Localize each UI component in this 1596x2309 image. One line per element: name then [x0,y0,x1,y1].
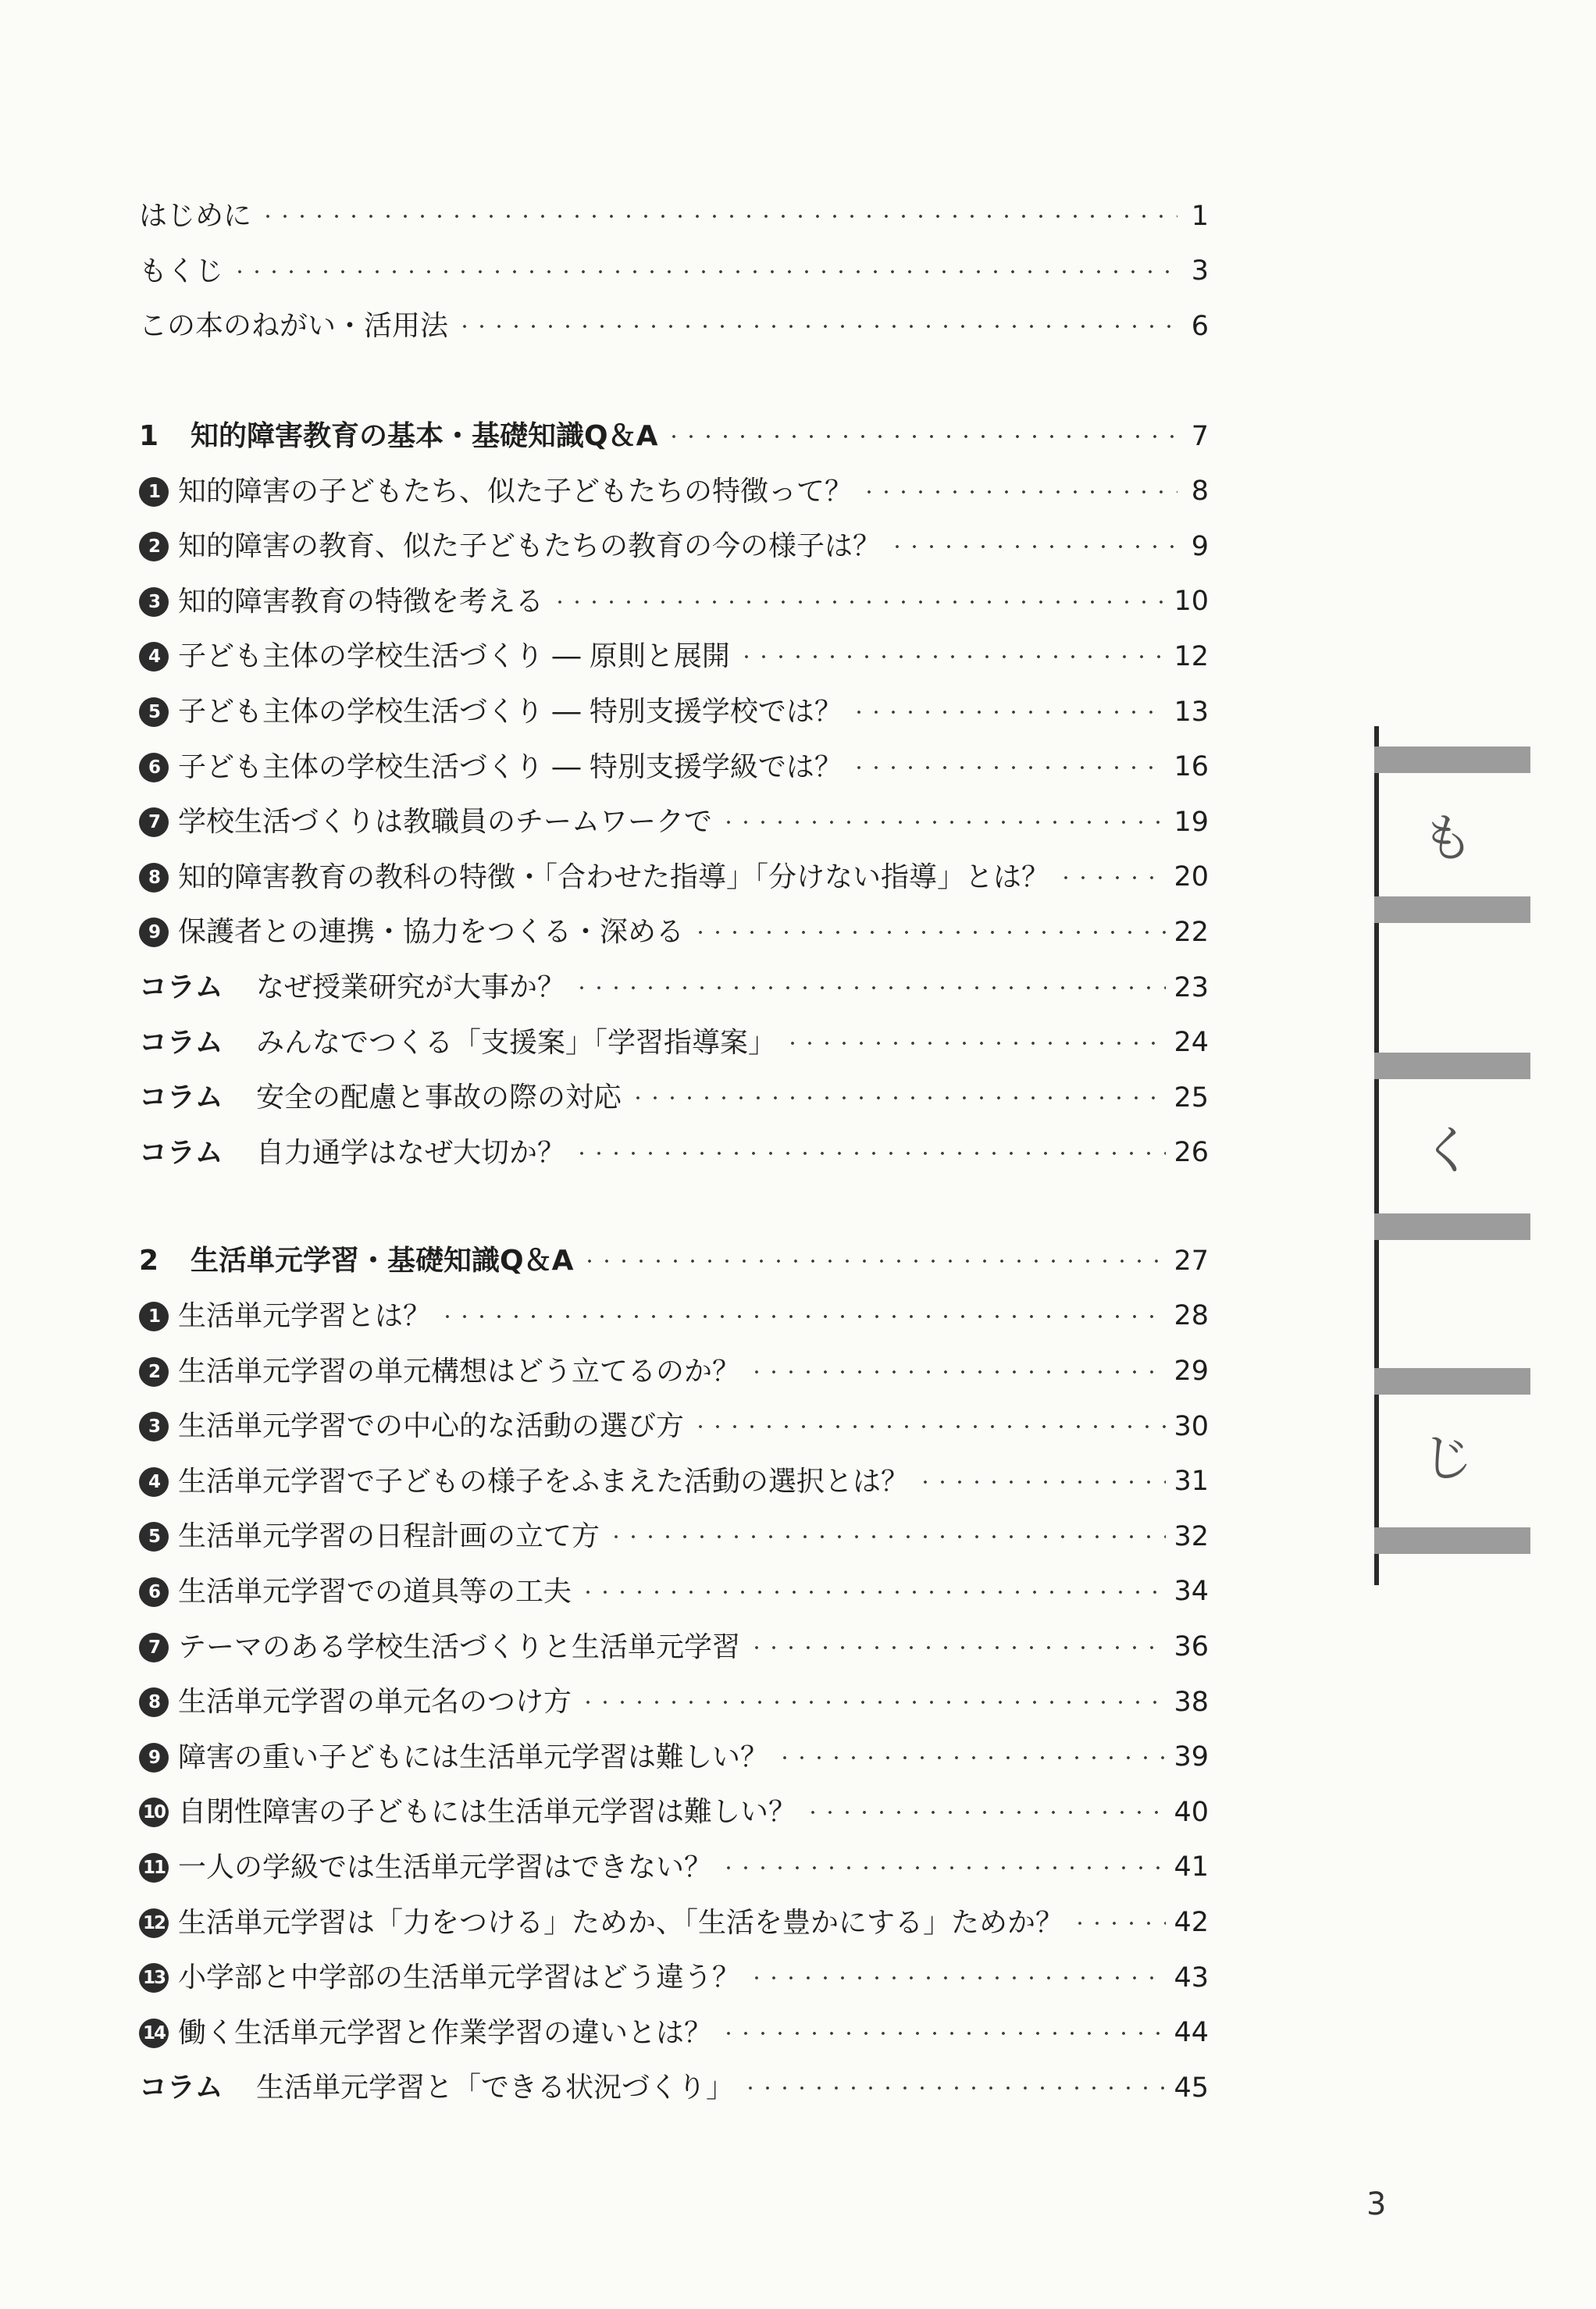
toc-item[interactable] [139,1509,1209,1565]
toc-entry-page: 1 [1191,200,1209,232]
leader-dots [860,490,1177,494]
number-badge: 1 [139,477,169,507]
toc-item-page: 31 [1174,1466,1209,1498]
toc-item-page: 9 [1191,530,1209,562]
toc-column-head [139,2074,734,2102]
leader-dots [581,1259,1166,1263]
toc-item[interactable] [139,1399,1209,1455]
toc-item-page: 19 [1174,806,1209,838]
number-badge: 3 [139,1412,169,1441]
number-badge: 2 [139,532,169,561]
number-badge: 4 [139,1467,169,1497]
leader-dots [917,1480,1166,1484]
section-page: 27 [1174,1245,1209,1277]
toc-item-head [139,2016,713,2049]
number-badge: 12 [139,1908,169,1938]
tab-bar [1374,1053,1530,1079]
toc-item-title: 学校生活づくりは教職員のチームワークで [178,806,713,839]
column-page: 23 [1174,971,1209,1003]
toc-column-entry[interactable] [139,1126,1209,1181]
toc-item-page: 20 [1174,861,1209,893]
side-index-tab [1374,726,1530,1585]
tab-bar [1374,896,1530,923]
toc-item[interactable] [139,795,1209,850]
toc-item-head [139,1743,768,1773]
toc-item-title: 小学部と中学部の生活単元学習はどう違う？ [178,1962,741,1994]
number-badge: 7 [139,807,169,837]
leader-dots [456,324,1177,329]
toc-entry-intro-1[interactable] [139,189,1209,244]
leader-dots [231,269,1177,274]
number-badge: 4 [139,642,169,672]
toc-item[interactable] [139,1951,1209,2006]
toc-item-title: 生活単元学習は「力をつける」ためか、「生活を豊かにする」ためか？ [178,1906,1064,1939]
toc-item-head [139,807,712,837]
toc-item[interactable] [139,1289,1209,1345]
column-title: 生活単元学習と「できる状況づくり」 [256,2072,735,2104]
toc-item-head [139,1577,572,1607]
number-badge: 9 [139,918,169,947]
toc-item-head [139,1687,572,1717]
leader-dots [607,1534,1166,1539]
toc-item[interactable] [139,1565,1209,1620]
leader-dots [665,434,1177,439]
leader-dots [776,1755,1166,1760]
leader-dots [748,1370,1166,1374]
number-badge: 7 [139,1633,169,1662]
toc-item-title: 知的障害教育の教科の特徴・「合わせた指導」「分けない指導」とは？ [178,861,1050,893]
leader-dots [692,930,1166,935]
toc-item-page: 41 [1174,1851,1209,1883]
toc-item-head [139,1798,796,1827]
column-page: 45 [1174,2072,1209,2104]
toc-item-title: 子ども主体の学校生活づくり ― 特別支援学級では？ [178,750,843,783]
leader-dots [551,600,1166,604]
toc-item-page: 16 [1174,751,1209,783]
toc-column-entry[interactable] [139,960,1209,1016]
toc-column-entry[interactable] [139,1071,1209,1126]
column-title: みんなでつくる「支援案」「学習指導案」 [256,1026,777,1059]
section-number: 1 [139,420,159,453]
leader-dots [259,214,1177,219]
toc-item[interactable] [139,905,1209,960]
leader-dots [738,654,1167,659]
toc-item-page: 43 [1174,1962,1209,1994]
toc-item[interactable] [139,2005,1209,2061]
toc-item-page: 29 [1174,1356,1209,1388]
leader-dots [629,1096,1166,1100]
toc-item-head [139,587,543,617]
toc-item-title: 保護者との連携・協力をつくる・深める [178,916,685,949]
toc-item[interactable] [139,1895,1209,1951]
toc-item[interactable] [139,464,1209,519]
toc-item-head [139,477,853,507]
toc-item-page: 28 [1174,1300,1209,1332]
toc-item-page: 10 [1174,586,1209,618]
toc-item[interactable] [139,850,1209,906]
toc-item-title: 働く生活単元学習と作業学習の違いとは？ [178,2016,713,2049]
leader-dots [850,765,1167,770]
toc-item-page: 38 [1174,1686,1209,1718]
toc-entry-title: はじめに [139,200,252,233]
toc-entry-title: この本のねがい・活用法 [139,310,449,343]
number-badge: 8 [139,1687,169,1717]
section-spacer [139,355,1209,409]
toc-item-title: 生活単元学習の単元名のつけ方 [178,1686,572,1719]
leader-dots [720,820,1166,825]
section-title: 知的障害教育の基本・基礎知識Q＆A [191,420,658,453]
toc-item[interactable] [139,739,1209,795]
toc-entry-intro-3[interactable] [139,299,1209,355]
leader-dots [579,1590,1166,1595]
table-of-contents [139,189,1209,2116]
toc-item-head [139,1963,740,1993]
toc-column-head [139,1136,566,1169]
column-title: 自力通学はなぜ大切か？ [256,1136,566,1169]
leader-dots [889,544,1177,549]
toc-item-head [139,642,730,672]
toc-item[interactable] [139,685,1209,740]
number-badge: 2 [139,1357,169,1387]
number-badge: 3 [139,587,169,617]
toc-item-head [139,1357,740,1387]
tab-bar [1374,1368,1530,1395]
toc-item-page: 42 [1174,1907,1209,1939]
number-badge: 5 [139,1522,169,1552]
toc-item[interactable] [139,1620,1209,1675]
tab-bar [1374,1527,1530,1554]
leader-dots [1057,875,1166,880]
toc-item-title: 障害の重い子どもには生活単元学習は難しい？ [178,1741,769,1773]
toc-item-title: 生活単元学習での道具等の工夫 [178,1575,572,1608]
toc-item-title: 子ども主体の学校生活づくり ― 特別支援学校では？ [178,696,843,729]
toc-entry-intro-2[interactable] [139,244,1209,300]
leader-dots [573,1151,1166,1156]
toc-item-head [139,1522,600,1552]
tab-char-3: じ [1422,1428,1473,1488]
column-page: 26 [1174,1137,1209,1169]
column-label: コラム [139,2072,223,2104]
toc-item-page: 39 [1174,1741,1209,1773]
toc-column-entry[interactable] [139,1015,1209,1071]
leader-dots [720,2031,1166,2036]
toc-column-head [139,1026,777,1059]
column-label: コラム [139,971,223,1004]
toc-item-head [139,918,684,947]
toc-item-title: 生活単元学習の単元構想はどう立てるのか？ [178,1355,741,1388]
number-badge: 5 [139,697,169,727]
toc-item[interactable] [139,1785,1209,1840]
toc-item-page: 8 [1191,476,1209,508]
toc-item-page: 13 [1174,696,1209,728]
toc-entry-page: 6 [1191,310,1209,342]
toc-item[interactable] [139,1344,1209,1399]
toc-column-entry[interactable] [139,2061,1209,2116]
toc-item-page: 32 [1174,1520,1209,1552]
leader-dots [579,1700,1166,1705]
toc-column-head [139,971,566,1004]
section-title: 生活単元学習・基礎知識Q＆A [191,1245,574,1277]
toc-item-page: 34 [1174,1576,1209,1608]
toc-item-head [139,1853,712,1883]
leader-dots [573,985,1166,990]
toc-item-head [139,1467,909,1497]
toc-entry-title: もくじ [139,255,224,287]
toc-item[interactable] [139,1675,1209,1730]
tab-char-2: く [1422,1121,1473,1181]
section-number: 2 [139,1245,159,1277]
toc-item-title: 生活単元学習での中心的な活動の選び方 [178,1410,685,1443]
leader-dots [720,1865,1166,1870]
leader-dots [692,1424,1166,1429]
toc-entry-page: 3 [1191,255,1209,287]
number-badge: 8 [139,863,169,893]
toc-item-page: 40 [1174,1796,1209,1828]
tab-char-1: も [1422,808,1473,868]
toc-item[interactable] [139,1730,1209,1785]
toc-item[interactable] [139,519,1209,575]
leader-dots [1071,1921,1166,1926]
column-title: なぜ授業研究が大事か？ [256,971,566,1004]
toc-item-head [139,1630,741,1663]
toc-item-page: 44 [1174,2017,1209,2049]
tab-vertical-rule [1374,726,1379,1585]
toc-item[interactable] [139,1454,1209,1509]
toc-item[interactable] [139,575,1209,630]
number-badge: 14 [139,2019,169,2048]
toc-item-page: 36 [1174,1631,1209,1663]
toc-item-head [139,1908,1063,1938]
toc-item-head [139,1412,684,1441]
toc-item-page: 22 [1174,916,1209,948]
section-page: 7 [1191,420,1209,452]
column-page: 25 [1174,1081,1209,1114]
toc-item-head [139,863,1049,893]
number-badge: 10 [139,1798,169,1827]
number-badge: 1 [139,1302,169,1331]
number-badge: 6 [139,753,169,782]
leader-dots [850,710,1167,714]
number-badge: 6 [139,1577,169,1607]
toc-item-page: 30 [1174,1410,1209,1442]
toc-item-page: 12 [1174,640,1209,672]
tab-bar [1374,747,1530,773]
toc-section-1[interactable] [139,409,1209,465]
number-badge: 9 [139,1743,169,1773]
section-spacer [139,1181,1209,1234]
column-title: 安全の配慮と事故の際の対応 [256,1081,622,1114]
leader-dots [748,1976,1166,1980]
toc-item-title: 一人の学級では生活単元学習はできない？ [178,1851,713,1883]
number-badge: 11 [139,1853,169,1883]
toc-item-head [139,532,881,561]
toc-item-head [139,697,843,727]
number-badge: 13 [139,1963,169,1993]
toc-item-title: テーマのある学校生活づくりと生活単元学習 [178,1630,741,1663]
toc-section-2[interactable] [139,1234,1209,1289]
leader-dots [439,1314,1166,1319]
toc-item-title: 自閉性障害の子どもには生活単元学習は難しい？ [178,1796,797,1829]
column-label: コラム [139,1136,223,1169]
column-label: コラム [139,1081,223,1114]
toc-item-title: 生活単元学習で子どもの様子をふまえた活動の選択とは？ [178,1465,910,1498]
leader-dots [804,1810,1166,1815]
toc-item[interactable] [139,1840,1209,1896]
column-page: 24 [1174,1027,1209,1059]
toc-item-head [139,750,843,783]
toc-item-title: 知的障害教育の特徴を考える [178,585,544,618]
column-label: コラム [139,1026,223,1059]
page-number: 3 [1366,2186,1387,2222]
toc-item-title: 知的障害の子どもたち、似た子どもたちの特徴って？ [178,475,853,508]
toc-column-head [139,1081,622,1114]
toc-item-title: 子ども主体の学校生活づくり ― 原則と展開 [178,640,730,673]
toc-item-head [139,1299,432,1332]
leader-dots [742,2086,1166,2090]
leader-dots [748,1645,1166,1650]
toc-item[interactable] [139,629,1209,685]
leader-dots [784,1041,1166,1046]
toc-item-title: 生活単元学習とは？ [178,1299,432,1332]
toc-item-title: 知的障害の教育、似た子どもたちの教育の今の様子は？ [178,530,882,563]
toc-item-title: 生活単元学習の日程計画の立て方 [178,1520,600,1553]
tab-bar [1374,1213,1530,1240]
